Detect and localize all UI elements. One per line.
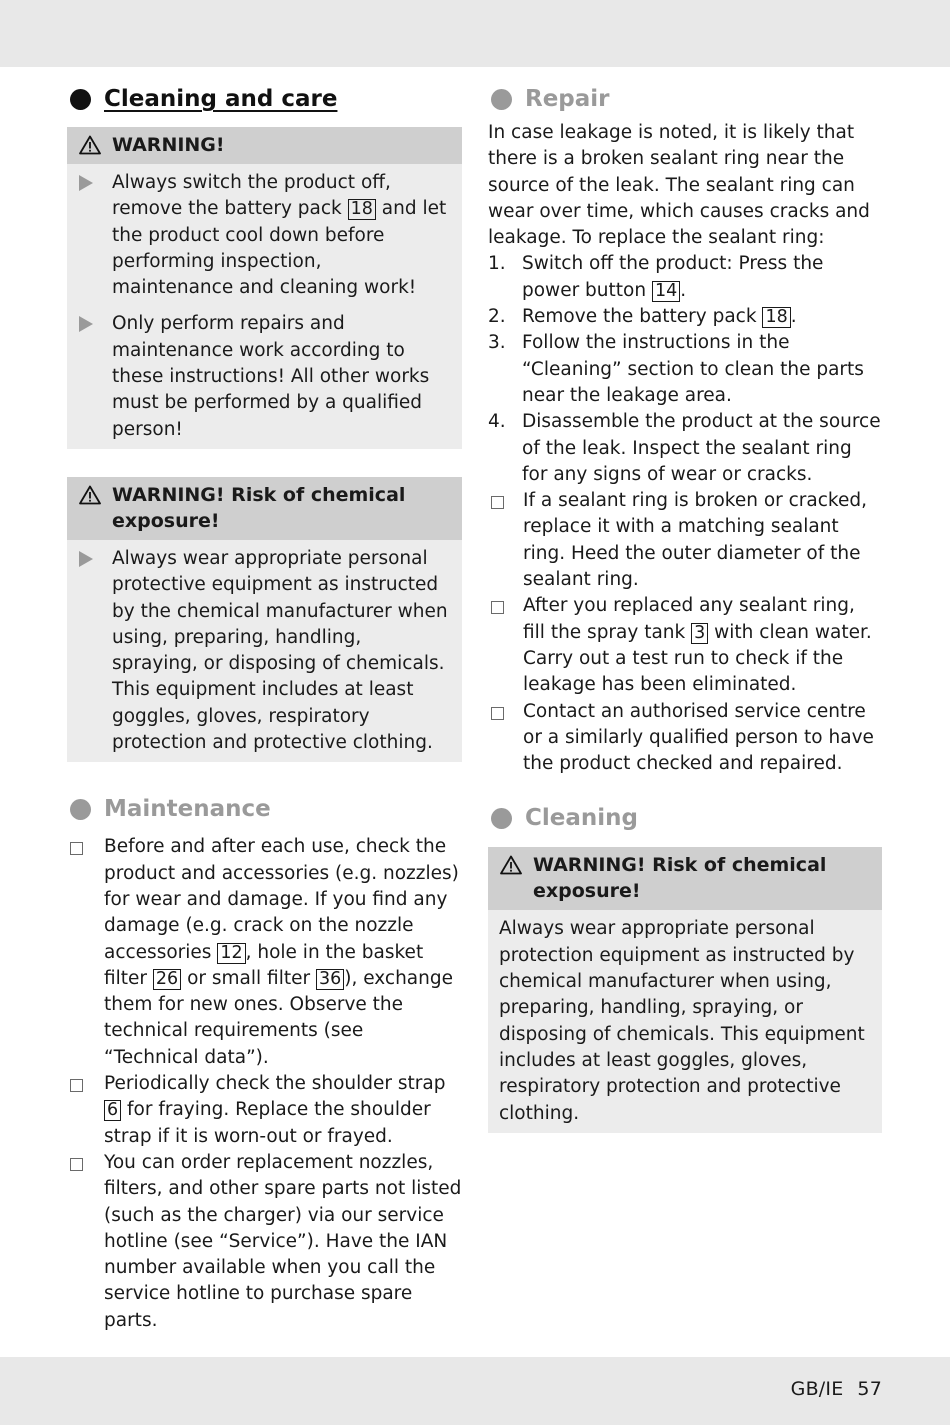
triangle-bullet-icon [79,175,93,191]
part-reference: 6 [104,1100,121,1121]
part-reference: 12 [217,943,245,964]
part-reference: 3 [691,623,708,644]
checkbox-square-icon [70,842,83,855]
chemical-warning-box [67,477,462,762]
step-text: Follow the instructions in the “Cleaning” section to clean the parts near the leakage area. [522,332,864,406]
step-text [522,304,797,330]
text-run: or small filter [181,967,316,989]
section-heading-cleaning-care [67,80,462,118]
triangle-bullet-icon [79,316,93,332]
bullet-dot-icon [70,799,91,820]
text-run: Remove the battery pack [522,306,763,328]
step-text [522,251,882,304]
part-reference: 18 [762,307,790,328]
section-title: Repair [525,86,610,112]
warning-title: WARNING! Risk of chemical exposure! [533,854,827,903]
numbered-step [488,251,882,304]
warning-title: WARNING! Risk of chemical exposure! [112,483,406,532]
text-run: with clean water. Carry out a test run to check if the leakage has been eliminated. [523,621,872,696]
warning-triangle-icon [79,485,101,505]
text-run: ), exchange them for new ones. Observe the technical requirements (see “Technical data”). [104,967,453,1068]
text-run: for fraying. Replace the shoulder strap if it is worn-out or frayed. [104,1099,431,1147]
warning-bullet [79,170,448,301]
text-run: After you replaced any sealant ring, fill the spray tank [523,595,855,643]
numbered-step [488,330,882,409]
bullet-text: Only perform repairs and maintenance work according to these instructions! All other works must be performed by a qualified person! [112,313,430,440]
section-heading-repair [488,80,882,118]
list-item [488,593,882,698]
bullet-dot-icon [491,89,512,110]
bullet-dot-icon [70,89,91,110]
warning-header [488,847,882,910]
bullet-text: Always wear appropriate personal protective equipment as instructed by the chemical manufacturer when using, preparing, handling, spraying, or disposing of chemicals. This equipment includes at least goggles, gloves, respiratory protection and protective clothing. [112,547,448,754]
region-label: GB/IE [790,1378,844,1400]
step-text: Disassemble the product at the source of the leak. Inspect the sealant ring for any signs of wear or cracks. [522,411,881,485]
warning-box [67,127,462,449]
page-number: 57 [857,1378,882,1400]
text-run: Periodically check the shoulder strap [104,1073,446,1095]
right-column [488,80,882,1133]
warning-bullet [79,546,448,756]
list-item [67,834,462,1071]
part-reference: 36 [316,969,344,990]
checkbox-square-icon [491,496,504,509]
warning-triangle-icon [79,135,101,155]
text-run: . [680,279,687,301]
step-number: 3. [488,332,506,354]
bullet-text [112,170,448,301]
warning-body [67,164,462,449]
list-item-text [104,834,462,1071]
step-number: 1. [488,253,506,275]
checkbox-square-icon [491,707,504,720]
part-reference: 14 [652,281,680,302]
warning-header [67,477,462,540]
repair-checklist [488,488,882,777]
text-run: . [790,306,797,328]
warning-bullet [79,311,448,442]
section-title: Maintenance [104,796,271,823]
section-heading-maintenance [67,790,462,828]
checkbox-square-icon [70,1079,83,1092]
top-header-bar [0,0,950,67]
list-item [488,699,882,778]
list-item-text: Contact an authorised service centre or a similarly qualified person to have the product checked and repaired. [523,700,874,775]
text-run: Always switch the product off, remove the battery pack [112,172,391,220]
section-heading-cleaning [488,799,882,837]
repair-intro: In case leakage is noted, it is likely that there is a broken sealant ring near the source of the leak. The sealant ring can wear over time, which causes cracks and leakage. To replace the sealant ring: [488,122,870,249]
warning-title: WARNING! [112,134,225,156]
checkbox-square-icon [70,1158,83,1171]
list-item-text [523,593,882,698]
list-item-text: You can order replacement nozzles, filters, and other spare parts not listed (such as the charger) via our service hotline (see “Service”). Have the IAN number available when you call the service hotline to purchase spare parts. [104,1151,462,1331]
part-reference: 18 [348,199,376,220]
text-run: and let the product cool down before performing inspection, maintenance and cleaning work! [112,198,447,299]
chemical-warning-box [488,847,882,1132]
list-item [67,1071,462,1150]
part-reference: 26 [153,969,181,990]
warning-header [67,127,462,164]
checkbox-square-icon [491,601,504,614]
list-item-text: If a sealant ring is broken or cracked, replace it with a matching sealant ring. Heed the outer diameter of the sealant ring. [523,490,867,591]
numbered-step [488,409,882,488]
numbered-step [488,304,882,330]
text-run: , hole in the basket filter [104,941,424,989]
section-title: Cleaning [525,805,638,832]
maintenance-list [67,834,462,1334]
list-item-text [104,1071,462,1150]
bullet-dot-icon [491,808,512,829]
warning-triangle-icon [500,855,522,875]
repair-steps [488,251,882,488]
step-number: 4. [488,411,506,433]
list-item [488,488,882,593]
page-footer [791,1378,882,1400]
text-run: Before and after each use, check the product and accessories (e.g. nozzles) for wear and damage. If you find any damage (e.g. crack on the nozzle accessories [104,836,459,963]
list-item [67,1150,462,1334]
left-column [67,80,462,1334]
text-run: Switch off the product: Press the power button [522,253,824,301]
warning-body [67,540,462,762]
triangle-bullet-icon [79,551,93,567]
step-number: 2. [488,306,506,328]
warning-body: Always wear appropriate personal protection equipment as instructed by chemical manufacturer when using, preparing, handling, spraying, or disposing of chemicals. This equipment includes at least goggles, gloves, respiratory protection and protective clothing. [499,918,865,1124]
section-title: Cleaning and care [104,86,338,112]
